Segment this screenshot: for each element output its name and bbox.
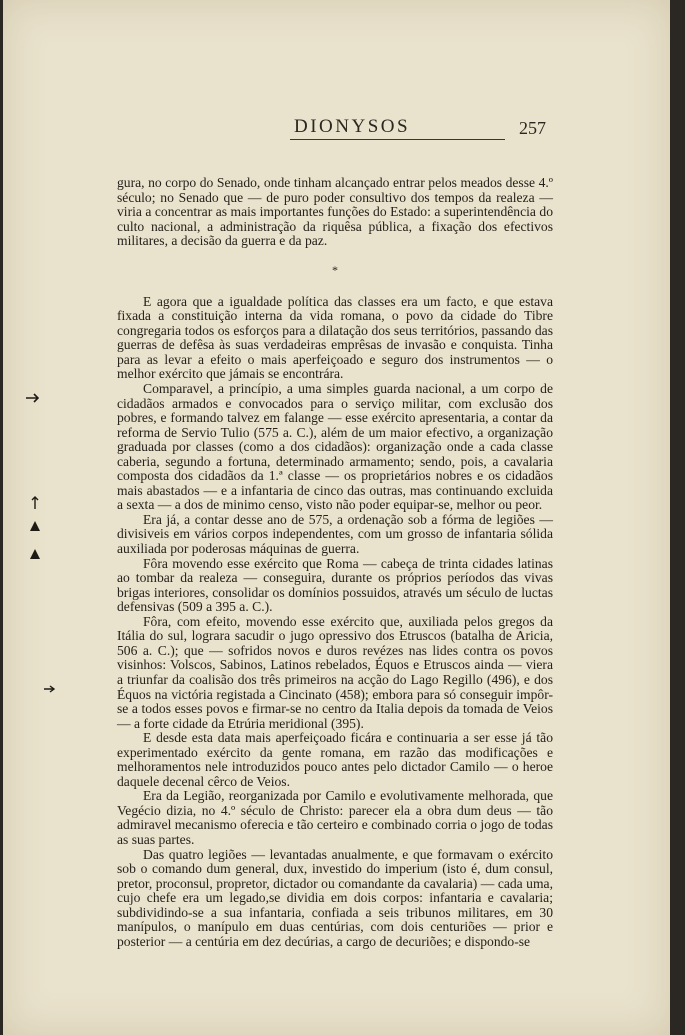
margin-triangle-mark: [29, 548, 41, 560]
paragraph: E desde esta data mais aperfeiçoado ficára e continuaria a ser esse já tão experimentado exército da gente romana, em razão das modificações e melhoramentos nele introduzidos pouco antes pelo dictador Camilo — o heroe daquele decenal cêrco de Veios.: [117, 730, 553, 789]
margin-arrow-mark: [25, 392, 39, 404]
paragraph: Era da Legião, reorganizada por Camilo e evolutivamente melhorada, que Vegécio dizia, no 4.º século de Christo: parecer ela a obra dum deus — tão admiravel mecanismo oferecia e tão certeiro e combinado corria o jogo de todas as suas partes.: [117, 788, 553, 847]
paragraph: Era já, a contar desse ano de 575, a ordenação sob a fórma de legiões — divisiveis em vários corpos independentes, com um grosso de infantaria sólida auxiliada por poderosas máquinas de guerra.: [117, 511, 553, 557]
paragraph: E agora que a igualdade política das classes era um facto, e que estava fixada a constituição interna da vida romana, o povo da cidade do Tibre congregaria todos os esforços para a dilatação dos seus territórios, passando das guerras de defêsa às suas verdadeiras emprêsas de invasão e conquista. Tinha para as levar a efeito o mais aperfeiçoado e seguro dos instrumentos — o melhor exército que jámais se encontrára.: [117, 293, 553, 382]
section-asterism: *: [332, 262, 338, 277]
paragraph: Das quatro legiões — levantadas anualmente, e que formavam o exército sob o comando dum general, dux, investido do imperium (isto é, dum consul, pretor, proconsul, propretor, dictador ou comandante da cavalaria) — cada uma, cujo chefe era um legado,se dividia em dois corpos: infantaria e cavalaria; subdividindo-se a sua infantaria, confiada a seis tribunos militares, em 30 manípulos, o manípulo em duas centúrias, com dois centuriões — prior e posterior — a centúria em dez decúrias, a cargo de decuriões; e dispondo-se: [117, 846, 553, 949]
paragraph: Fôra, com efeito, movendo esse exército que, auxiliada pelos gregos da Itália do sul, lograra sacudir o jugo opressivo dos Etruscos (batalha de Aricia, 506 a. C.); que — sofridos novos e duros revézes nas lides contra os povos visinhos: Volscos, Sabinos, Latinos rebelados, Équos e Etruscos ainda — viera a triunfar da coalisão dos três primeiros na acção do Lago Regillo (496), e dos Équos na victória registada a Cincinato (458); embora para só conseguir impôr-se a todos esses povos e firmar-se no centro da Italia depois da tomada de Veios — a forte cidade da Etrúria meridional (395).: [117, 613, 553, 731]
page-header: [118, 112, 548, 140]
margin-tick-mark: [30, 496, 40, 510]
body-text: [117, 176, 553, 949]
margin-triangle-mark: [29, 520, 41, 532]
paragraph: Fôra movendo esse exército que Roma — cabeça de trinta cidades latinas ao tombar da realeza — conseguira, durante os próprios períodos das vivas brigas interiores, consolidar os domínios possuidos, através um século de luctas defensivas (509 a 395 a. C.).: [117, 555, 553, 615]
margin-arrow-mark: [43, 684, 55, 694]
paragraph: Comparavel, a princípio, a uma simples guarda nacional, a um corpo de cidadãos armados e convocados para o serviço militar, com exclusão dos pobres, e formando talvez em falange — esse exército apresentaria, a contar da reforma de Servio Tulio (575 a. C.), além de um maior efectivo, a organização graduada por classes (como a dos cidadãos): organização onde a cada classe caberia, segundo a fortuna, determinado armamento; sendo, pois, a cavalaria composta dos cidadãos da 1.ª classe — os proprietários nobres e os cidadãos mais abastados — e a infantaria de cinco das outras, mas continuando excluida a sexta — a dos de minimo censo, visto não poder equipar-se, melhor ou peor.: [117, 381, 553, 513]
running-title: DIONYSOS: [294, 116, 411, 137]
page-number: 257: [519, 118, 546, 138]
book-page: [3, 0, 670, 1035]
header-rule: [290, 139, 505, 140]
paragraph-continuation: gura, no corpo do Senado, onde tinham alcançado entrar pelos meados desse 4.º século; no Senado que — de puro poder consultivo dos tempos da realeza — viria a concentrar as mais importantes funções do Estado: a superintendência do culto nacional, a administração da riquêsa pública, a fixação dos efectivos militares, a decisão da guerra e da paz.: [117, 175, 553, 249]
